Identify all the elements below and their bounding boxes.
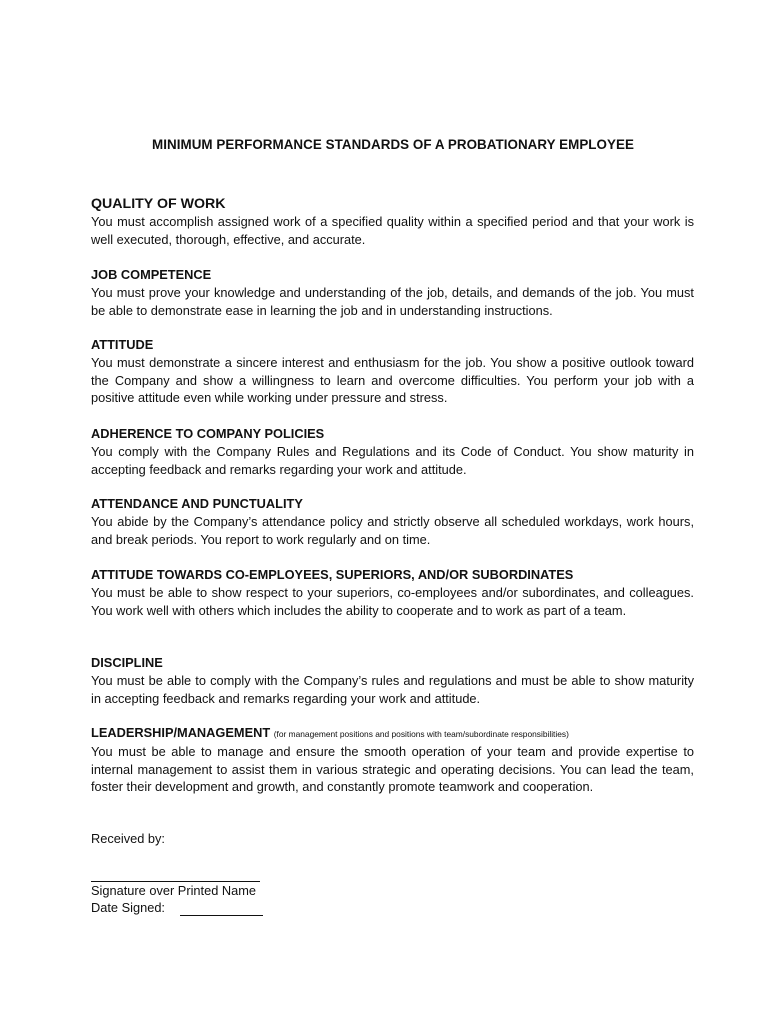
section-leadership-management [91, 724, 694, 796]
section-heading [91, 724, 694, 743]
section-text: You must demonstrate a sincere interest and enthusiasm for the job. You show a positive outlook toward the Company and show a willingness to learn and overcome difficulties. You perform your job with a positive attitude even while working under pressure and stress. [91, 355, 694, 406]
section-text: You comply with the Company Rules and Regulations and its Code of Conduct. You show maturity in accepting feedback and remarks regarding your work and attitude. [91, 444, 694, 477]
section-text: You must be able to comply with the Company’s rules and regulations and must be able to show maturity in accepting feedback and remarks regarding your work and attitude. [91, 673, 694, 706]
section-job-competence [91, 266, 694, 319]
document-title: MINIMUM PERFORMANCE STANDARDS OF A PROBATIONARY EMPLOYEE [152, 137, 634, 152]
section-discipline [91, 654, 694, 707]
section-attendance-and-punctuality [91, 495, 694, 548]
section-text: You abide by the Company’s attendance policy and strictly observe all scheduled workdays, work hours, and break periods. You report to work regularly and on time. [91, 514, 694, 547]
date-signed-line [180, 915, 263, 916]
section-heading: ADHERENCE TO COMPANY POLICIES [91, 426, 325, 441]
section-heading: DISCIPLINE [91, 655, 163, 670]
section-adherence-to-company-policies [91, 425, 694, 478]
section-heading: JOB COMPETENCE [91, 267, 212, 282]
date-signed-label: Date Signed: [91, 900, 165, 915]
section-heading-note: (for management positions and positions with team/subordinate responsibilities) [273, 729, 569, 739]
received-by-label: Received by: [91, 831, 165, 846]
section-attitude [91, 336, 694, 407]
section-heading: ATTITUDE [91, 337, 154, 352]
section-text: You must be able to show respect to your superiors, co-employees and/or subordinates, and colleagues. You work well with others which includes the ability to cooperate and to work as part of a team. [91, 585, 694, 618]
section-text: You must be able to manage and ensure the smooth operation of your team and provide expertise to internal management to assist them in various strategic and operating decisions. You can lead the team, foster their development and growth, and constantly promote teamwork and cooperation. [91, 744, 694, 795]
section-quality-of-work [91, 195, 694, 248]
section-heading: QUALITY OF WORK [91, 196, 226, 212]
section-text: You must prove your knowledge and understanding of the job, details, and demands of the job. You must be able to demonstrate ease in learning the job and in understanding instructions. [91, 285, 694, 318]
section-attitude-towards-co-employees [91, 566, 694, 619]
section-heading: ATTITUDE TOWARDS CO-EMPLOYEES, SUPERIORS, AND/OR SUBORDINATES [91, 567, 574, 582]
section-heading-title: LEADERSHIP/MANAGEMENT [91, 725, 271, 740]
section-heading: ATTENDANCE AND PUNCTUALITY [91, 496, 303, 511]
section-text: You must accomplish assigned work of a specified quality within a specified period and that your work is well executed, thorough, effective, and accurate. [91, 214, 694, 247]
signature-label: Signature over Printed Name [91, 883, 257, 898]
